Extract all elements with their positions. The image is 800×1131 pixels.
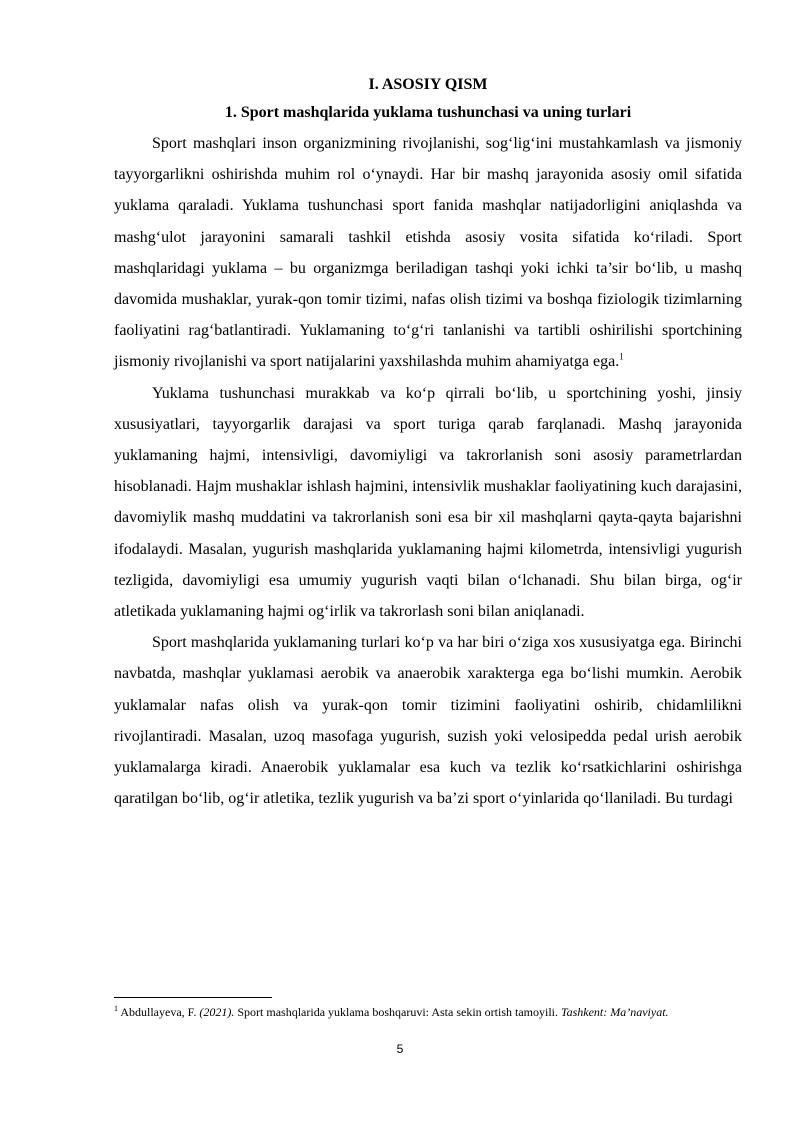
- footnote-separator: [114, 997, 272, 998]
- footnote-publisher: Tashkent: Ma’naviyat.: [561, 1005, 669, 1019]
- subsection-title: 1. Sport mashqlarida yuklama tushunchasi va uning turlari: [224, 104, 632, 121]
- section-title: I. ASOSIY QISM: [368, 76, 488, 93]
- footnote-marker: 1: [114, 1004, 118, 1013]
- body-paragraph-3: Sport mashqlarida yuklamaning turlari ko‘p va har biri o‘ziga xos xususiyatga ega. Birinchi navbatda, mashqlar yuklamasi aerobik va anaerobik xarakterga ega bo‘lishi mumkin. Aerobik yuklamalar nafas olish va yurak-qon tomir tizimini faoliyatini oshirib, chidamlilikni rivojlantiradi. Masalan, uzoq masofaga yugurish, suzish yoki velosipedda pedal urish aerobik yuklamalarga kiradi. Anaerobik yuklamalar esa kuch va tezlik ko‘rsatkichlarini oshirishga qaratilgan bo‘lib, og‘ir atletika, tezlik yugurish va ba’zi sport o‘yinlarida qo‘llaniladi. Bu turdagi: [114, 634, 742, 808]
- footnote-year: (2021).: [199, 1005, 235, 1019]
- footnote: [114, 1004, 754, 1020]
- body-paragraph-1: [114, 128, 742, 378]
- document-page: [114, 74, 742, 814]
- page-number: 5: [396, 1042, 404, 1056]
- paragraph-1-text: Sport mashqlari inson organizmining rivojlanishi, sog‘lig‘ini mustahkamlash va jismoniy tayyorgarlikni oshirishda muhim rol o‘ynaydi. Har bir mashq jarayonida asosiy omil sifatida yuklama qaraladi. Yuklama tushunchasi sport fanida mashqlar natijadorligini aniqlashda va mashg‘ulot jarayonini samarali tashkil etishda asosiy vosita sifatida ko‘riladi. Sport mashqlaridagi yuklama – bu organizmga beriladigan tashqi yoki ichki ta’sir bo‘lib, u mashq davomida mushaklar, yurak-qon tomir tizimi, nafas olish tizimi va boshqa fiziologik tizimlarning faoliyatini rag‘batlantiradi. Yuklamaning to‘g‘ri tanlanishi va tartibli oshirilishi sportchining jismoniy rivojlanishi va sport natijalarini yaxshilashda muhim ahamiyatga ega.: [114, 135, 742, 371]
- body-paragraph-2: Yuklama tushunchasi murakkab va ko‘p qirrali bo‘lib, u sportchining yoshi, jinsiy xususiyatlari, tayyorgarlik darajasi va sport turiga qarab farqlanadi. Mashq jarayonida yuklamaning hajmi, intensivligi, davomiyligi va takrorlanish soni asosiy parametrlardan hisoblanadi. Hajm mushaklar ishlash hajmini, intensivlik mushaklar faoliyatining kuch darajasini, davomiylik mashq muddatini va takrorlanish soni esa bir xil mashqlarni qayta-qayta bajarishni ifodalaydi. Masalan, yugurish mashqlarida yuklamaning hajmi kilometrda, intensivligi yugurish tezligida, davomiyligi esa umumiy yugurish vaqti bilan o‘lchanadi. Shu bilan birga, og‘ir atletikada yuklamaning hajmi og‘irlik va takrorlash soni bilan aniqlanadi.: [114, 384, 742, 621]
- footnote-author: Abdullayeva, F.: [120, 1005, 197, 1019]
- footnote-title: Sport mashqlarida yuklama boshqaruvi: Asta sekin ortish tamoyili.: [237, 1005, 558, 1019]
- footnote-reference[interactable]: 1: [619, 352, 624, 363]
